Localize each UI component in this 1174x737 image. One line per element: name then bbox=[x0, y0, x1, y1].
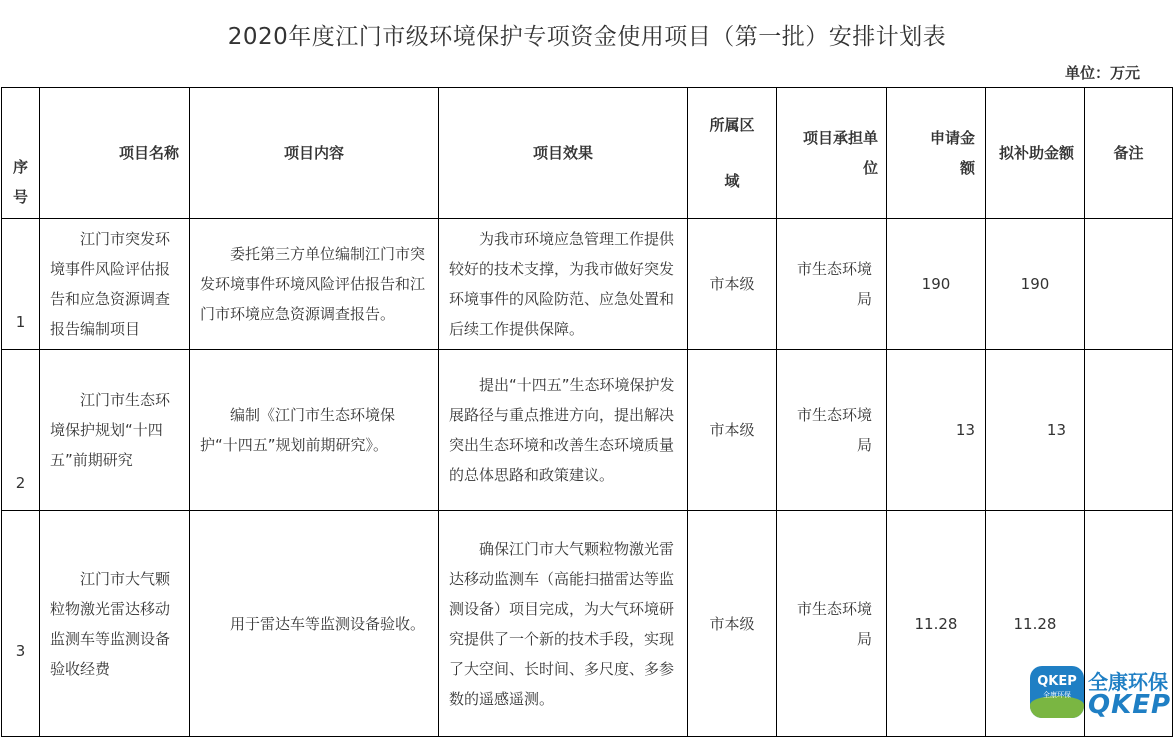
table-header-row bbox=[2, 88, 1173, 219]
row-effect: 提出“十四五”生态环境保护发展路径与重点推进方向，提出解决突出生态环境和改善生态环境质量的总体思路和政策建议。 bbox=[439, 350, 688, 511]
row-content: 编制《江门市生态环境保护“十四五”规划前期研究》。 bbox=[190, 350, 439, 511]
qkep-logo bbox=[1030, 664, 1174, 724]
row-region: 市本级 bbox=[688, 350, 777, 511]
row-org: 市生态环境局 bbox=[777, 350, 887, 511]
row-subsidy: 13 bbox=[986, 350, 1085, 511]
logo-chinese-text: 全康环保 bbox=[1088, 670, 1168, 694]
row-effect: 为我市环境应急管理工作提供较好的技术支撑，为我市做好突发环境事件的风险防范、应急处置和后续工作提供保障。 bbox=[439, 219, 688, 350]
header-content: 项目内容 bbox=[190, 88, 439, 219]
row-content: 用于雷达车等监测设备验收。 bbox=[190, 511, 439, 737]
table-row bbox=[2, 219, 1173, 350]
page-title: 2020年度江门市级环境保护专项资金使用项目（第一批）安排计划表 bbox=[227, 24, 947, 50]
row-remark bbox=[1085, 219, 1173, 350]
row-content: 委托第三方单位编制江门市突发环境事件环境风险评估报告和江门市环境应急资源调查报告。 bbox=[190, 219, 439, 350]
row-org: 市生态环境局 bbox=[777, 511, 887, 737]
row-seq: 2 bbox=[2, 350, 40, 511]
row-region: 市本级 bbox=[688, 511, 777, 737]
table-row bbox=[2, 511, 1173, 737]
row-apply: 13 bbox=[887, 350, 986, 511]
row-apply: 190 bbox=[887, 219, 986, 350]
unit-label: 单位：万元 bbox=[1064, 64, 1140, 82]
logo-badge-subtext: 全康环保 bbox=[1043, 691, 1071, 699]
row-subsidy: 11.28 bbox=[986, 511, 1085, 737]
row-region: 市本级 bbox=[688, 219, 777, 350]
row-name: 江门市生态环境保护规划“十四五”前期研究 bbox=[40, 350, 190, 511]
plan-table bbox=[1, 87, 1173, 737]
row-apply: 11.28 bbox=[887, 511, 986, 737]
header-subsidy: 拟补助金额 bbox=[986, 88, 1085, 219]
header-region: 所属区域 bbox=[688, 88, 777, 219]
header-seq: 序号 bbox=[2, 88, 40, 219]
row-seq: 3 bbox=[2, 511, 40, 737]
header-remark: 备注 bbox=[1085, 88, 1173, 219]
table-row bbox=[2, 350, 1173, 511]
row-remark bbox=[1085, 350, 1173, 511]
logo-badge-icon bbox=[1030, 666, 1084, 718]
row-name: 江门市大气颗粒物激光雷达移动监测车等监测设备验收经费 bbox=[40, 511, 190, 737]
row-subsidy: 190 bbox=[986, 219, 1085, 350]
row-org: 市生态环境局 bbox=[777, 219, 887, 350]
row-name: 江门市突发环境事件风险评估报告和应急资源调查报告编制项目 bbox=[40, 219, 190, 350]
logo-english-text: QKEP bbox=[1088, 690, 1172, 720]
row-seq: 1 bbox=[2, 219, 40, 350]
header-name: 项目名称 bbox=[40, 88, 190, 219]
header-org: 项目承担单位 bbox=[777, 88, 887, 219]
row-effect: 确保江门市大气颗粒物激光雷达移动监测车（高能扫描雷达等监测设备）项目完成，为大气环境研究提供了一个新的技术手段，实现了大空间、长时间、多尺度、多参数的遥感遥测。 bbox=[439, 511, 688, 737]
logo-badge-text: QKEP bbox=[1037, 674, 1077, 689]
header-apply: 申请金额 bbox=[887, 88, 986, 219]
header-effect: 项目效果 bbox=[439, 88, 688, 219]
